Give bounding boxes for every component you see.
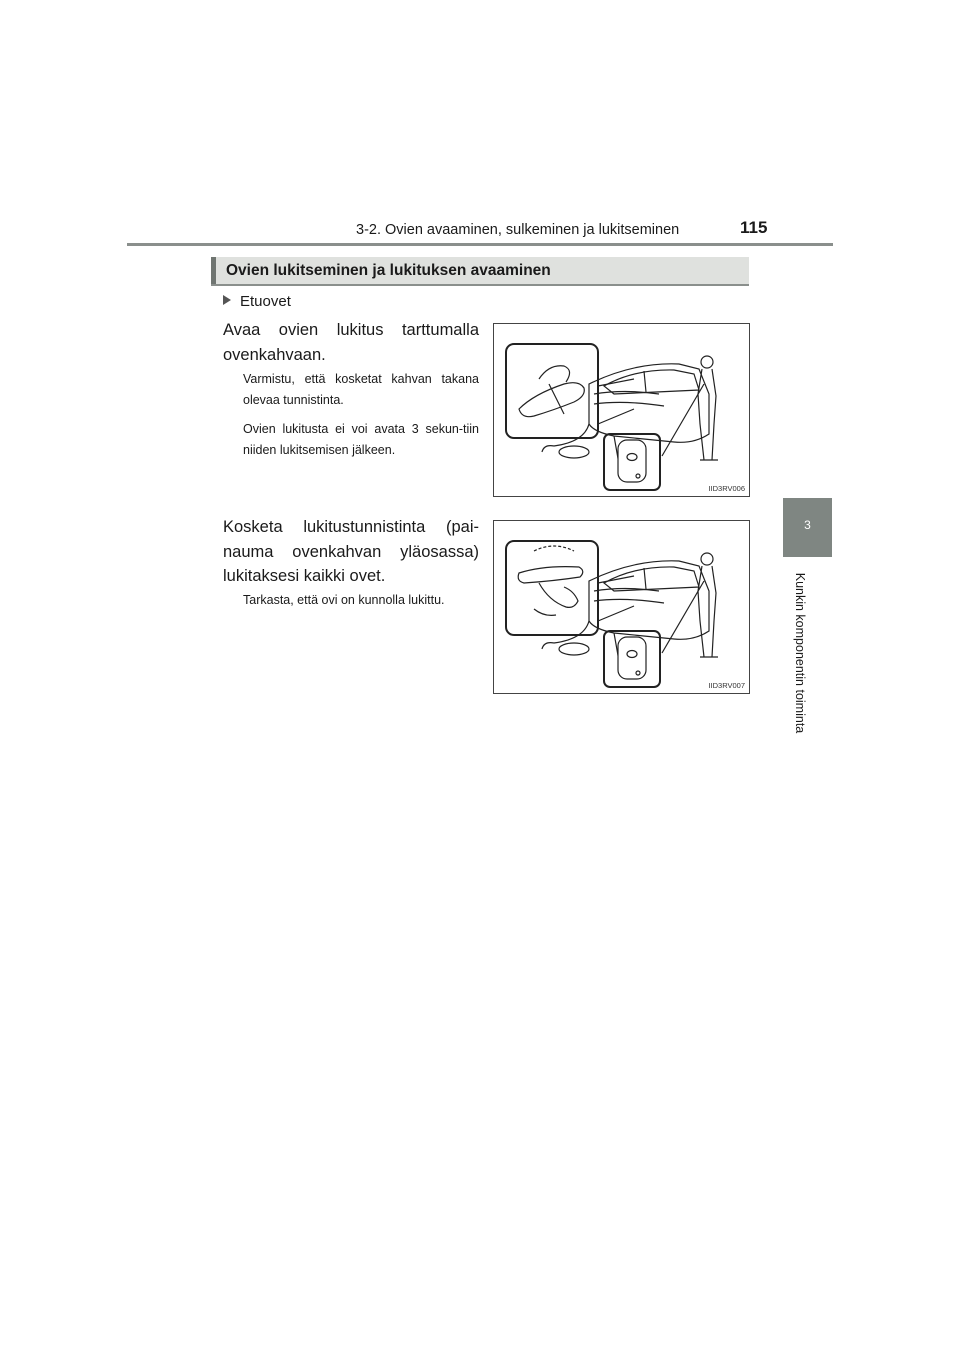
note-delay-text: Ovien lukitusta ei voi avata 3 sekun-tiin niiden lukitsemisen jälkeen. [243, 422, 479, 457]
triangle-bullet-icon [223, 295, 231, 305]
chapter-tab-label: Kunkin komponentin toiminta [793, 572, 807, 734]
section-heading [211, 257, 749, 285]
chapter-title: 3-2. Ovien avaaminen, sulkeminen ja lukitseminen [356, 222, 680, 238]
note-check-text: Tarkasta, että ovi on kunnolla lukittu. [243, 593, 445, 607]
chapter-tab-number: 3 [804, 518, 811, 532]
bullet-item [223, 293, 291, 310]
header-rule [127, 243, 833, 246]
step-unlock-text: Avaa ovien lukitus tarttumalla ovenkahvaan. [223, 321, 479, 364]
car-door-lock-icon [494, 521, 749, 693]
car-door-unlock-icon [494, 324, 749, 496]
note-sensor-text: Varmistu, että kosketat kahvan takana olevaa tunnistinta. [243, 372, 479, 407]
figure-lock [493, 520, 750, 694]
figure-unlock [493, 323, 750, 497]
page-number: 115 [740, 218, 768, 237]
figure-code: IID3RV007 [708, 681, 745, 690]
bullet-label: Etuovet [240, 293, 291, 310]
figure-code: IID3RV006 [708, 484, 745, 493]
step-lock-text: Kosketa lukitustunnistinta (pai-nauma ovenkahvan yläosassa) lukitaksesi kaikki ovet. [223, 518, 479, 585]
heading-underline [211, 284, 749, 286]
heading-accent-bar [211, 257, 216, 285]
section-heading-text: Ovien lukitseminen ja lukituksen avaaminen [226, 262, 551, 279]
